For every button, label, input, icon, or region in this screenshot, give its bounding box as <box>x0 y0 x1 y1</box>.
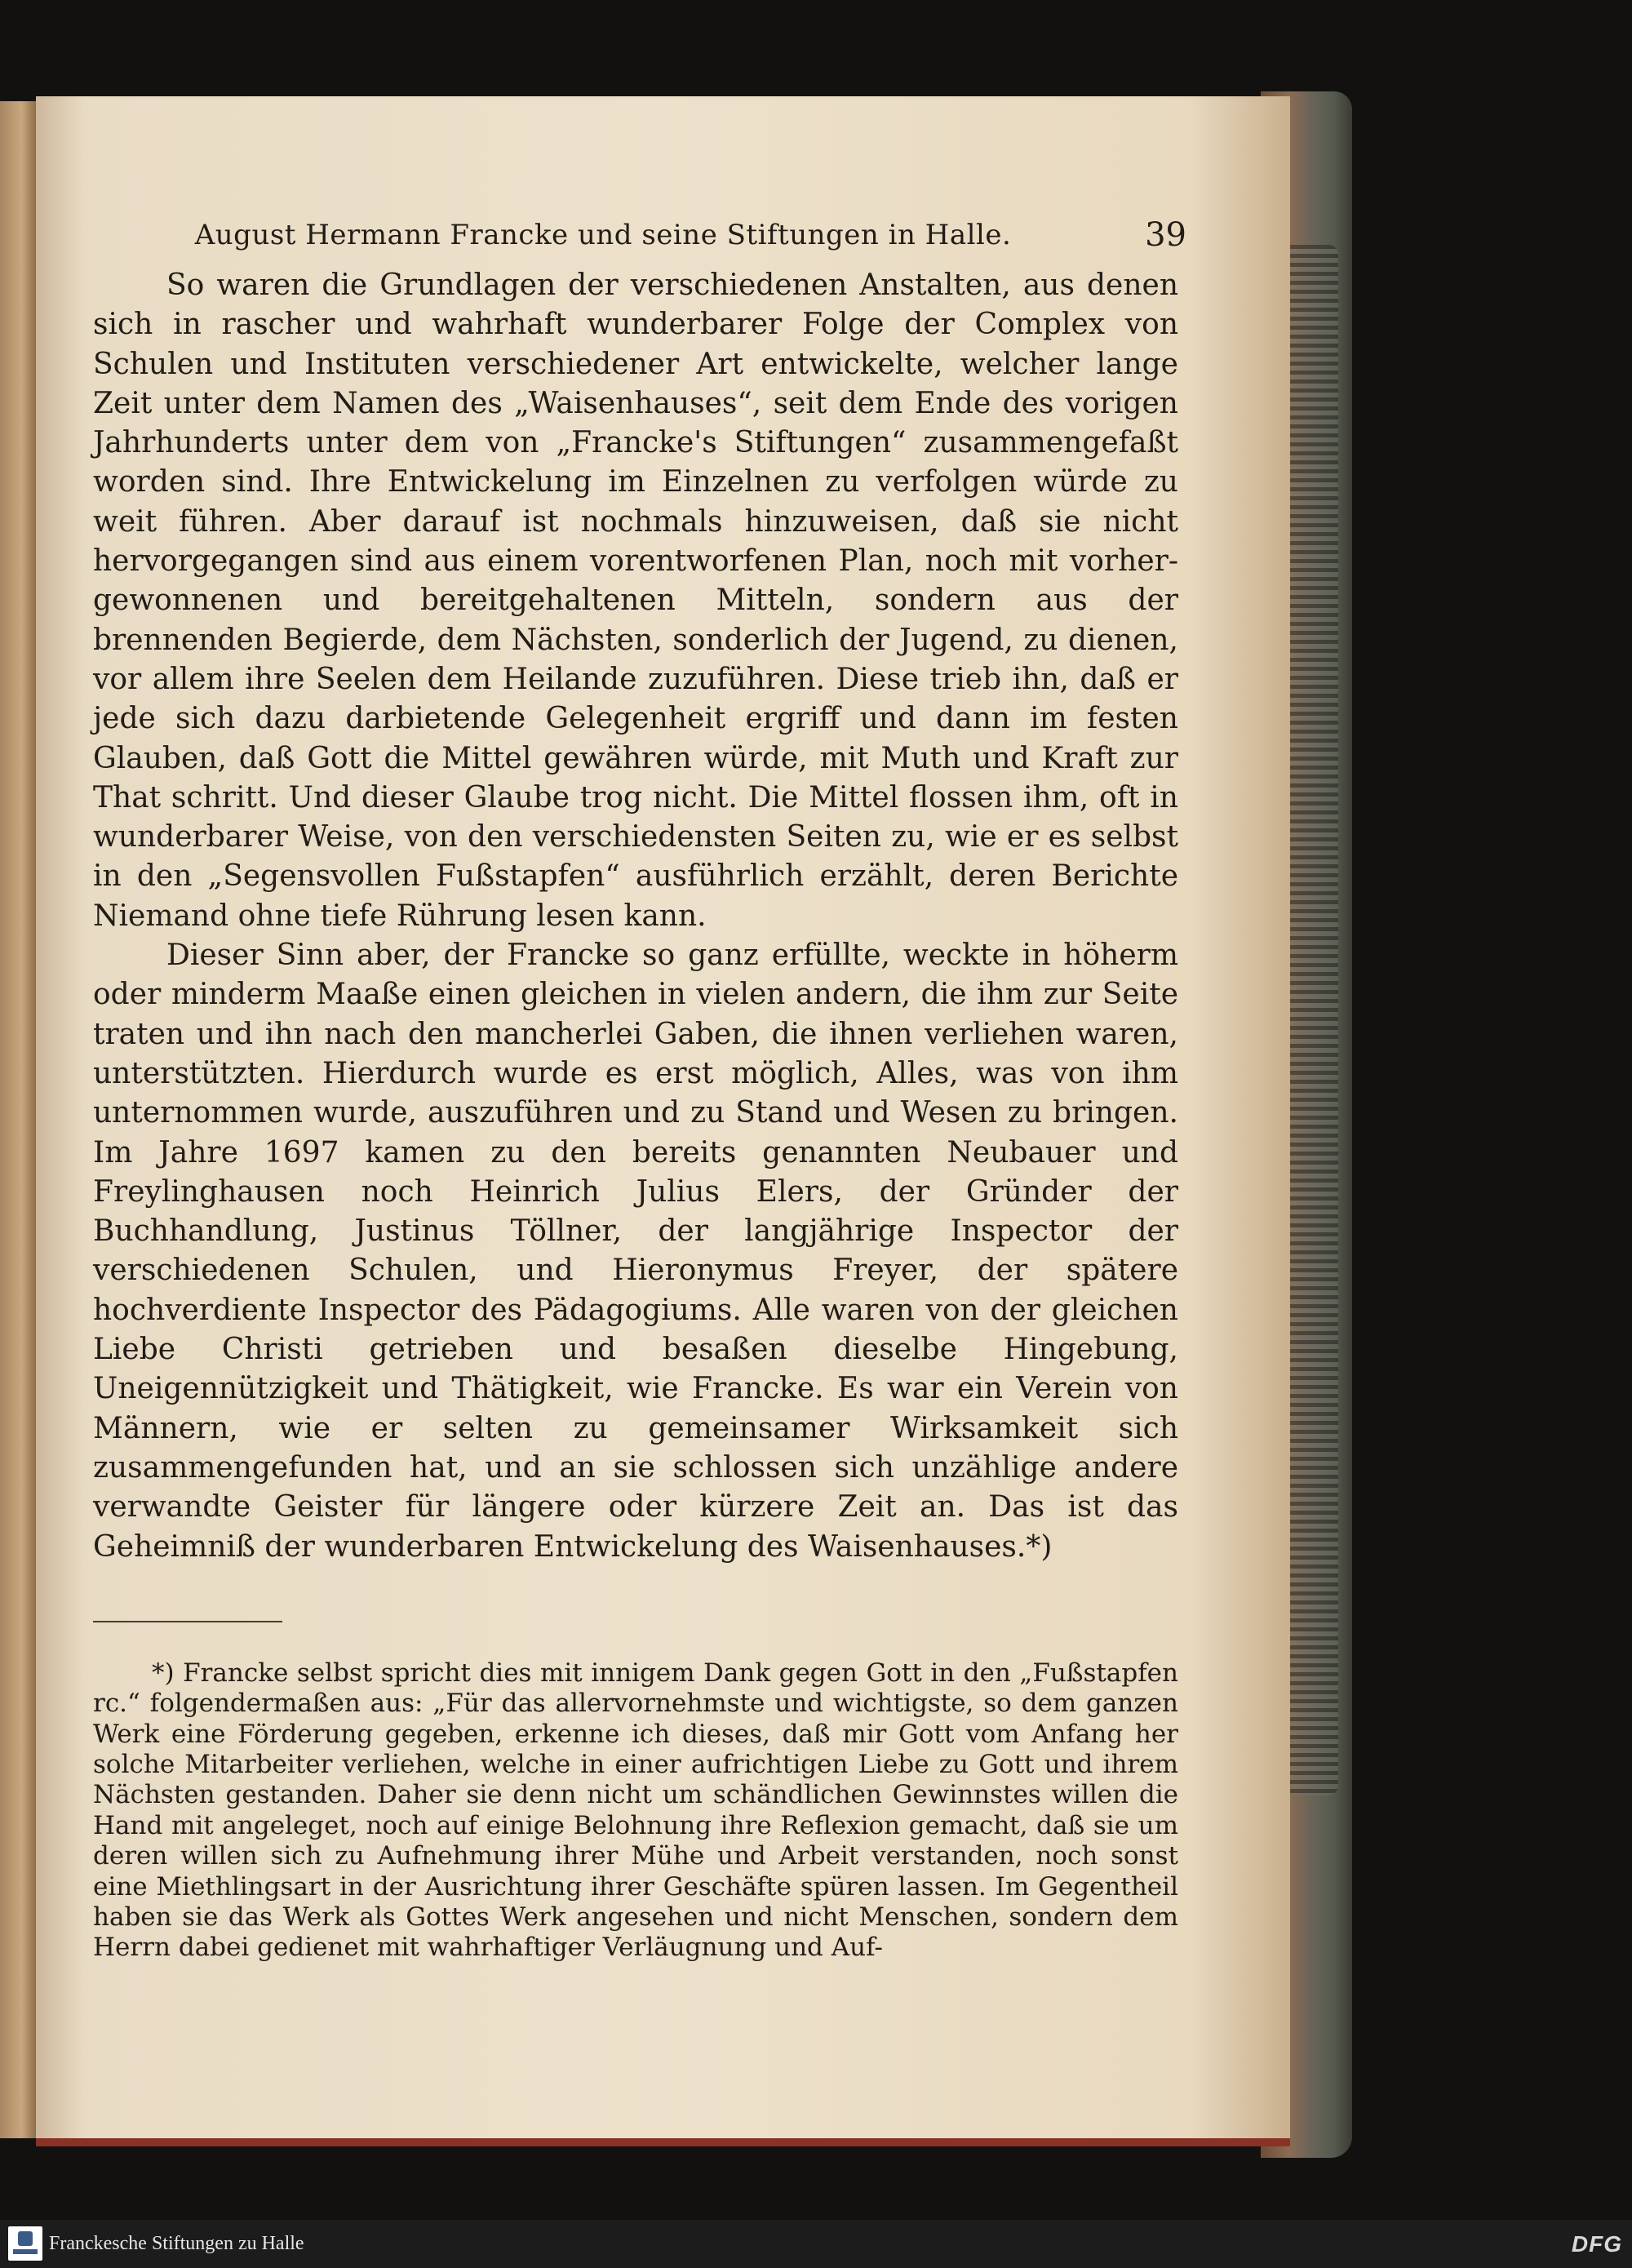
book-page <box>36 96 1290 2146</box>
paragraph: Dieser Sinn aber, der Francke so ganz erfüllte, weckte in höherm oder minderm Maaße einen gleichen in vielen andern, die ihm zur Seite traten und ihn nach den mancherlei Gaben, die ihnen verliehen waren, unterstützten. Hierdurch wurde es erst möglich, Alles, was von ihm unternommen wurde, auszuführen und zu Stand und Wesen zu bringen. Im Jahre 1697 kamen zu den bereits genannten Neubauer und Freylinghausen noch Heinrich Julius Elers, der Gründer der Buchhandlung, Justinus Töllner, der langjährige Inspector der verschiedenen Schulen, und Hieronymus Freyer, der spätere hochverdiente Inspector des Pädagogiums. Alle waren von der gleichen Liebe Christi getrieben und besaßen dieselbe Hingebung, Uneigennützigkeit und Thätigkeit, wie Francke. Es war ein Verein von Männern, wie er selten zu gemeinsamer Wirksamkeit sich zusammengefunden hat, und an sie schlossen sich unzählige andere verwandte Geister für längere oder kürzere Zeit an. Das ist das Geheimniß der wunderbaren Entwickelung des Waisenhauses.*) <box>93 939 1178 1564</box>
viewer-footer <box>0 2220 1632 2268</box>
footnote: *) Francke selbst spricht dies mit innigem Dank gegen Gott in den „Fußstapfen rc.“ folgendermaßen aus: „Für das allervornehmste und wichtigste, so dem ganzen Werk eine Förderung gegeben, erkenne ich dieses, daß mir Gott vom Anfang her solche Mitarbeiter verliehen, welche in einer aufrichtigen Liebe zu Gott und ihrem Nächsten gestanden. Daher sie denn nicht um schändlichen Gewinnstes willen die Hand mit angeleget, noch auf einige Belohnung ihre Reflexion gemacht, daß sie um deren willen sich zu Aufnehmung ihrer Mühe und Arbeit verstanden, noch sonst eine Miethlingsart in der Ausrichtung ihrer Geschäfte spüren lassen. Im Gegentheil haben sie das Werk als Gottes Werk angesehen und nicht Menschen, sondern dem Herrn dabei gedienet mit wahrhaftiger Verläugnung und Auf- <box>93 1658 1178 1963</box>
page-number: 39 <box>1145 216 1186 254</box>
footnote-separator <box>93 1621 282 1622</box>
running-title: August Hermann Francke und seine Stiftungen in Halle. <box>194 219 1012 251</box>
previous-page-edge <box>0 101 36 2138</box>
paragraph: So waren die Grundlagen der verschiedenen Anstalten, aus denen sich in rascher und wahrhaft wunderbarer Folge der Complex von Schulen und Instituten verschiedener Art entwickelte, welcher lange Zeit unter dem Namen des „Waisenhauses“, seit dem Ende des vorigen Jahrhunderts unter dem von „Francke's Stiftungen“ zusammengefaßt worden sind. Ihre Entwickelung im Einzelnen zu verfolgen würde zu weit führen. Aber darauf ist nochmals hinzuweisen, daß sie nicht hervorgegangen sind aus einem vorentworfenen Plan, noch mit vorher-gewonnenen und bereitgehaltenen Mitteln, sondern aus der brennenden Begierde, dem Nächsten, sonderlich der Jugend, zu dienen, vor allem ihre Seelen dem Heilande zuzuführen. Diese trieb ihn, daß er jede sich dazu darbietende Gelegenheit ergriff und dann im festen Glauben, daß Gott die Mittel gewähren würde, mit Muth und Kraft zur That schritt. Und dieser Glaube trog nicht. Die Mittel flossen ihm, oft in wunderbarer Weise, von den verschiedensten Seiten zu, wie er es selbst in den „Segensvollen Fußstapfen“ ausführlich erzählt, deren Berichte Niemand ohne tiefe Rührung lesen kann. <box>93 269 1178 933</box>
dfg-logo[interactable]: DFG <box>1571 2231 1622 2257</box>
page-block-edges <box>1289 245 1338 1795</box>
page-header <box>93 211 1186 260</box>
page-content <box>93 211 1186 1964</box>
footer-institution-name[interactable]: Franckesche Stiftungen zu Halle <box>49 2233 304 2254</box>
institution-logo-icon[interactable] <box>8 2226 42 2261</box>
body-text <box>93 266 1178 1567</box>
